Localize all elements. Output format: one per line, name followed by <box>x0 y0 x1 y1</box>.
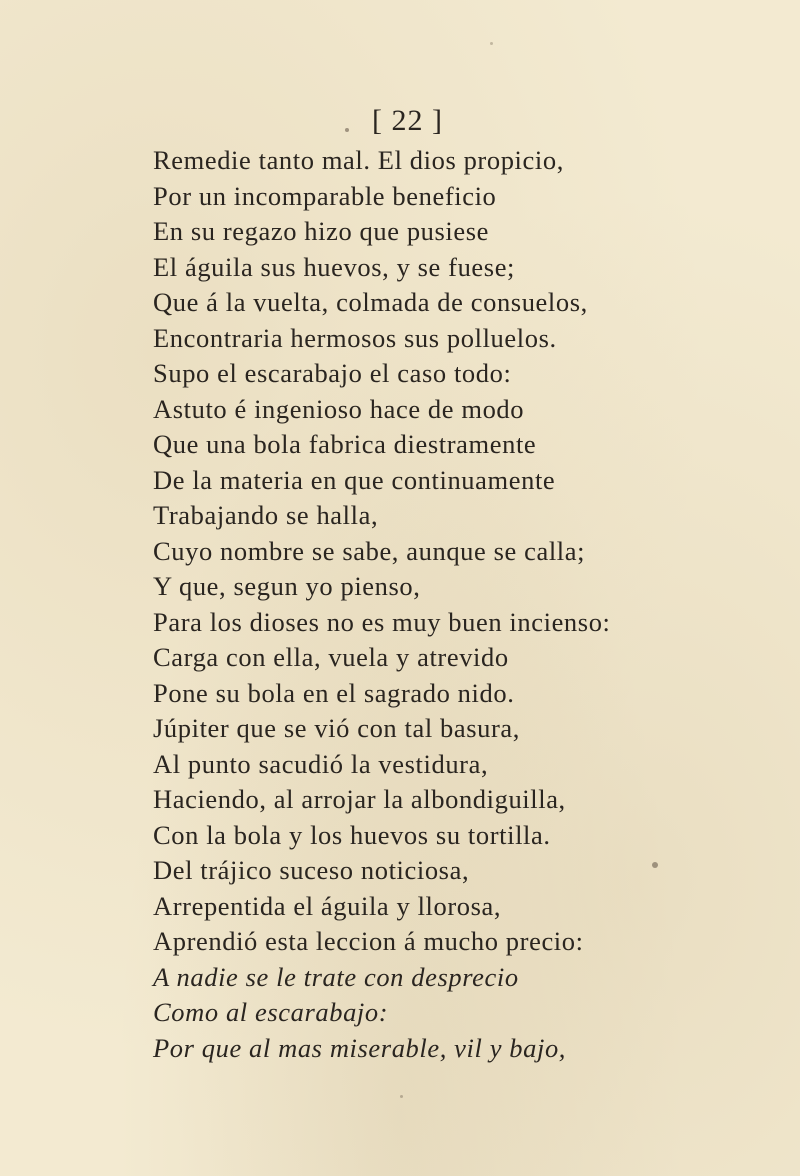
poem-line: Remedie tanto mal. El dios propicio, <box>153 145 564 175</box>
moral-line: Como al escarabajo: <box>153 997 389 1027</box>
poem-text <box>153 143 783 1066</box>
poem-line: Aprendió esta leccion á mucho precio: <box>153 926 584 956</box>
poem-line: Encontraria hermosos sus polluelos. <box>153 322 557 353</box>
poem-line: Haciendo, al arrojar la albondiguilla, <box>153 784 566 814</box>
ink-speck <box>345 128 349 132</box>
poem-line: Cuyo nombre se sabe, aunque se calla; <box>153 535 586 566</box>
poem-line: Por un incomparable beneficio <box>153 180 497 211</box>
poem-line: Carga con ella, vuela y atrevido <box>153 642 509 672</box>
poem-line: Con la bola y los huevos su tortilla. <box>153 819 551 850</box>
poem-line: Astuto é ingenioso hace de modo <box>153 393 525 424</box>
ink-speck <box>400 1095 403 1098</box>
poem-line: Al punto sacudió la vestidura, <box>153 748 489 779</box>
moral-line: Por que al mas miserable, vil y bajo, <box>153 1032 567 1063</box>
poem-line: Y que, segun yo pienso, <box>153 571 421 601</box>
poem-line: Arrepentida el águila y llorosa, <box>153 890 502 921</box>
poem-line: Supo el escarabajo el caso todo: <box>153 358 512 388</box>
ink-speck <box>490 42 493 45</box>
poem-line: Júpiter que se vió con tal basura, <box>153 713 521 743</box>
poem-line: El águila sus huevos, y se fuese; <box>153 251 516 282</box>
poem-line: Del trájico suceso noticiosa, <box>153 855 470 885</box>
page-number: [ 22 ] <box>372 104 443 137</box>
poem-line: En su regazo hizo que pusiese <box>153 216 490 246</box>
poem-line: Pone su bola en el sagrado nido. <box>153 677 515 708</box>
poem-line: De la materia en que continuamente <box>153 464 556 495</box>
poem-line: Para los dioses no es muy buen incienso: <box>153 606 611 637</box>
poem-line: Que una bola fabrica diestramente <box>153 429 537 459</box>
poem-line: Trabajando se halla, <box>153 500 379 530</box>
moral-line: A nadie se le trate con desprecio <box>153 961 519 992</box>
poem-line: Que á la vuelta, colmada de consuelos, <box>153 287 588 317</box>
